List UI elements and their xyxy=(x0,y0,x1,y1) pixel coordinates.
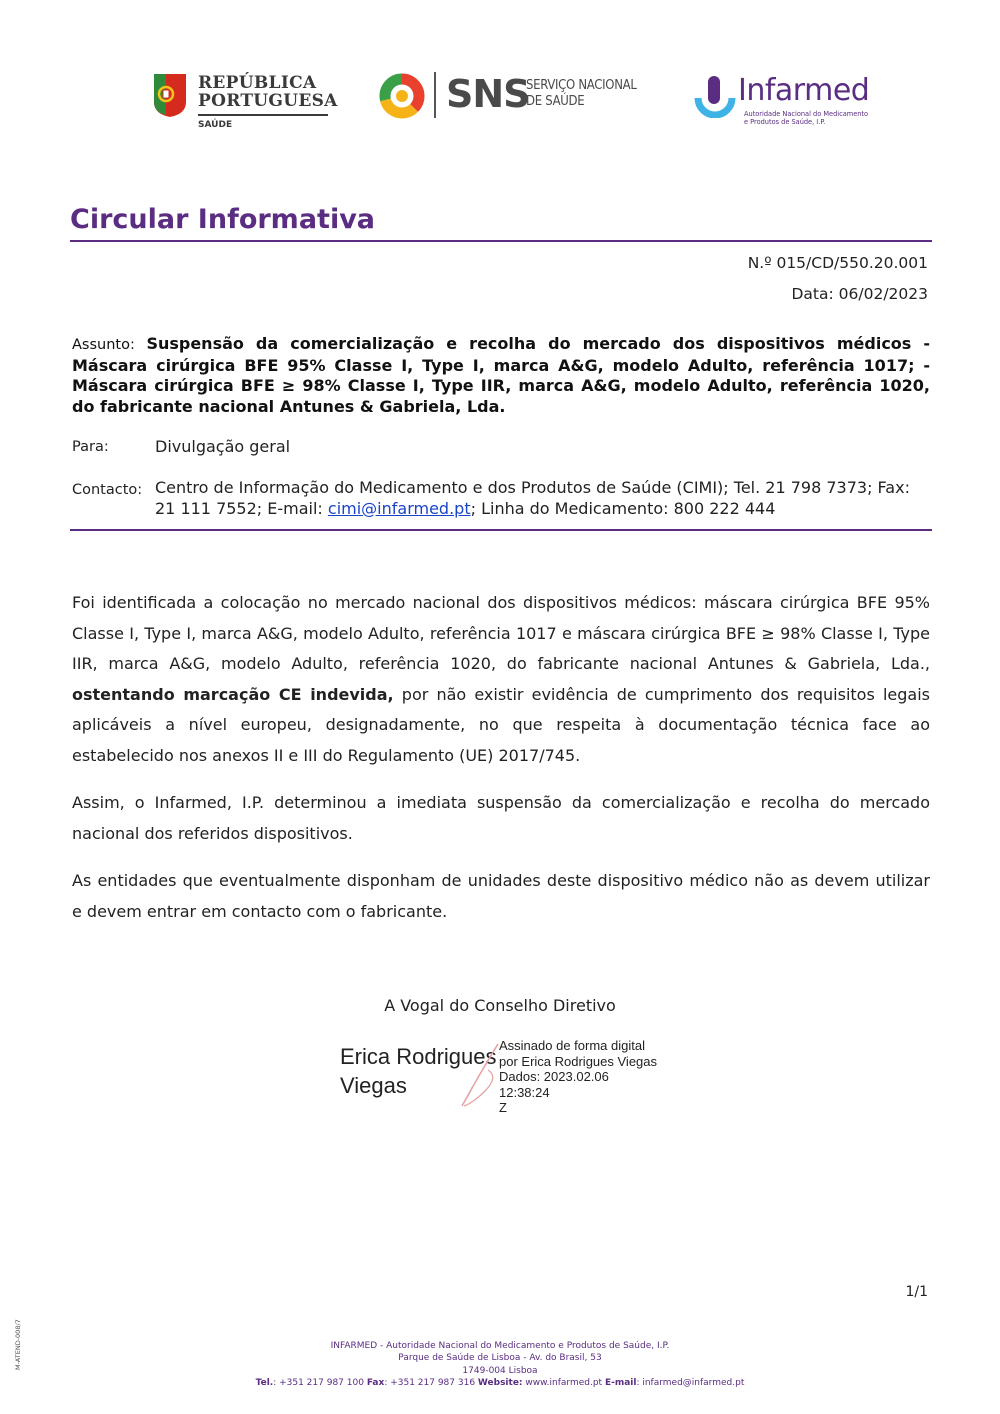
document-title: Circular Informativa xyxy=(70,204,376,235)
contact-value: Centro de Informação do Medicamento e dos Produtos de Saúde (CIMI); Tel. 21 798 7373; Fax: 21 111 7552; E-mail: cimi@infarmed.pt; Linha do Medicamento: 800 222 444 xyxy=(155,478,910,518)
recipient-value: Divulgação geral xyxy=(155,437,291,456)
republica-portuguesa-logo xyxy=(150,70,338,136)
infarmed-mark-icon xyxy=(694,74,736,118)
body-paragraph-3: As entidades que eventualmente disponham de unidades deste dispositivo médico não as devem utilizar e devem entrar em contacto com o fabricante. xyxy=(72,871,930,921)
sns-subtitle: SERVIÇO NACIONAL DE SAÚDE xyxy=(526,78,637,109)
sns-ring-icon xyxy=(378,72,426,120)
rp-divider xyxy=(198,114,328,116)
recipient-label: Para: xyxy=(72,439,109,455)
subject-text: Suspensão da comercialização e recolha do mercado dos dispositivos médicos - Máscara cirúrgica BFE 95% Classe I, Type I, marca A&G, modelo Adulto, referência 1017; - Máscara cirúrgica BFE ≥ 98% Classe I, Type IIR, marca A&G, modelo Adulto, referência 1020, do fabricante nacional Antunes & Gabriela, Lda. xyxy=(72,334,931,417)
body-paragraph-2: Assim, o Infarmed, I.P. determinou a imediata suspensão da comercialização e recolha do mercado nacional dos referidos dispositivos. xyxy=(72,793,930,843)
footer-address: Parque de Saúde de Lisboa - Av. do Brasil, 53 xyxy=(398,1353,602,1364)
portuguese-flag-icon xyxy=(152,72,188,118)
subject-block xyxy=(72,334,930,418)
contact-email-link[interactable]: cimi@infarmed.pt xyxy=(327,498,471,518)
sns-separator xyxy=(434,72,436,118)
footer-postcode: 1749-004 Lisboa xyxy=(462,1365,538,1376)
signatory-role: A Vogal do Conselho Diretivo xyxy=(384,996,616,1015)
page-number: 1/1 xyxy=(905,1284,928,1300)
body-paragraph-1: Foi identificada a colocação no mercado nacional dos dispositivos médicos: máscara cirúrgica BFE 95% Classe I, Type I, marca A&G, modelo Adulto, referência 1017 e máscara cirúrgica BFE ≥ 98% Classe I, Type IIR, marca A&G, modelo Adulto, referência 1020, do fabricante nacional Antunes & Gabriela, Lda., ostentando marcação CE indevida, por não existir evidência de cumprimento dos requisitos legais aplicáveis a nível europeu, designadamente, no que respeita à documentação técnica face ao estabelecido nos anexos II e III do Regulamento (UE) 2017/745. xyxy=(72,593,930,765)
title-divider xyxy=(70,240,932,242)
rp-subtitle: SAÚDE xyxy=(198,120,233,130)
rp-title: REPÚBLICA PORTUGUESA xyxy=(198,73,338,111)
infarmed-wordmark: Infarmed xyxy=(738,73,870,108)
sns-wordmark: SNS xyxy=(446,72,530,116)
footer-organization: INFARMED - Autoridade Nacional do Medicamento e Produtos de Saúde, I.P. xyxy=(330,1341,670,1351)
ce-marking-emphasis: ostentando marcação CE indevida, xyxy=(72,684,394,704)
footer-contacts: Tel.: +351 217 987 100 Fax: +351 217 987 316 Website: www.infarmed.pt E-mail: infarmed@infarmed.pt xyxy=(255,1378,745,1389)
infarmed-subtitle: Autoridade Nacional do Medicamento e Produtos de Saúde, I.P. xyxy=(744,110,869,126)
contact-label: Contacto: xyxy=(72,482,143,498)
signatory-name: Erica Rodrigues Viegas xyxy=(340,1044,497,1098)
form-code: M-ATEND-008/7 xyxy=(14,1319,22,1370)
circular-reference: N.º 015/CD/550.20.001 xyxy=(747,254,928,272)
subject-label: Assunto: xyxy=(72,337,135,353)
digital-signature-info: Assinado de forma digital por Erica Rodrigues Viegas Dados: 2023.02.06 12:38:24 Z xyxy=(499,1038,658,1116)
header-divider xyxy=(70,529,932,531)
circular-date: Data: 06/02/2023 xyxy=(791,285,928,303)
footer xyxy=(0,1340,1000,1390)
infarmed-logo xyxy=(692,70,872,132)
sns-logo xyxy=(376,70,651,122)
